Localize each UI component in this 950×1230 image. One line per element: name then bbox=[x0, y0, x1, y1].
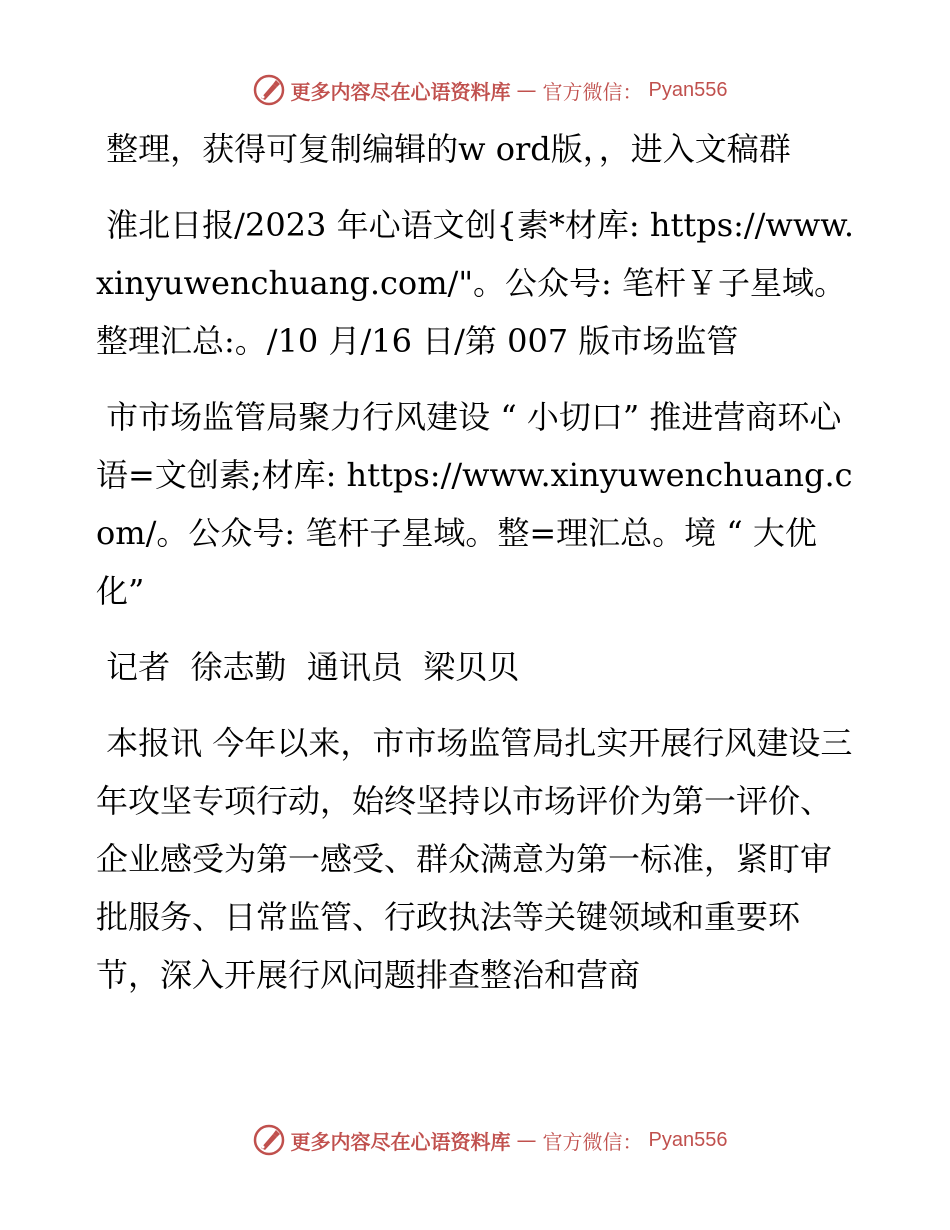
header-banner-inner bbox=[253, 74, 728, 106]
header-wechat-label: 官方微信： bbox=[542, 79, 643, 104]
header-banner-separator: — bbox=[516, 78, 537, 102]
paragraph-body: 本报讯 今年以来，市市场监管局扎实开展行风建设三年攻坚专项行动，始终坚持以市场评价为第一评价、企业感受为第一感受、群众满意为第一标准，紧盯审批服务、日常监管、行政执法等关键领域和重要环节，深入开展行风问题排查整治和营商 bbox=[96, 724, 853, 994]
paragraph-source: 淮北日报/2023 年心语文创{素*材库: https://www.xinyuwenchuang.com/"。公众号: 笔杆￥子星域。整理汇总:。/10 月/16 日/第 007 版市场监管 bbox=[96, 206, 855, 360]
footer-banner-separator: — bbox=[516, 1128, 537, 1152]
paragraph-intro: 整理，获得可复制编辑的w ord版，，进入文稿群 bbox=[96, 130, 791, 168]
paragraph-byline: 记者 徐志勤 通讯员 梁贝贝 bbox=[96, 648, 520, 686]
paragraph-headline: 市市场监管局聚力行风建设 “ 小切口” 推进营商环心语=文创素;材库: https://www.xinyuwenchuang.com/。公众号: 笔杆子星域。整=理汇总。境 “ 大优化” bbox=[96, 398, 853, 610]
footer-banner-inner bbox=[253, 1124, 728, 1156]
article-body bbox=[96, 120, 856, 1022]
pen-nib-logo-icon bbox=[253, 74, 285, 106]
header-banner-text: 更多内容尽在心语资料库 bbox=[290, 79, 511, 104]
footer-banner bbox=[0, 1120, 950, 1160]
header-wechat-id: Pyan556 bbox=[648, 78, 728, 101]
footer-wechat-label: 官方微信： bbox=[542, 1129, 643, 1154]
header-banner bbox=[0, 70, 950, 110]
pen-nib-logo-icon bbox=[253, 1124, 285, 1156]
footer-banner-text: 更多内容尽在心语资料库 bbox=[290, 1129, 511, 1154]
footer-wechat-id: Pyan556 bbox=[648, 1128, 728, 1151]
